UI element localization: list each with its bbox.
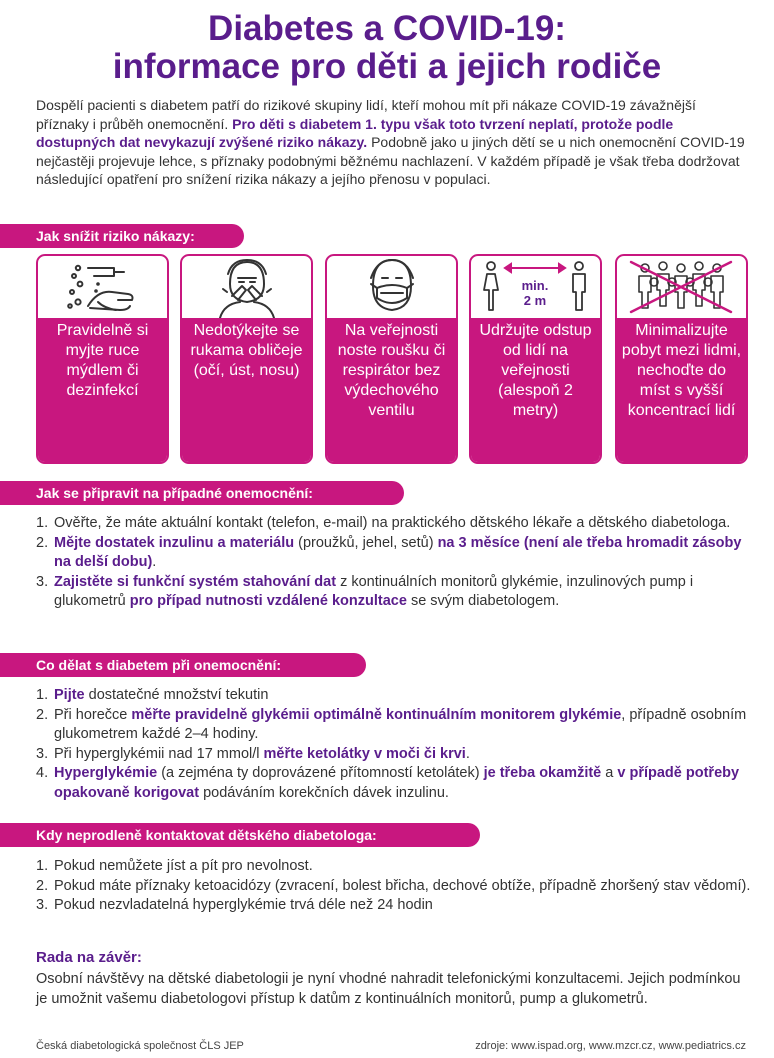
- face-mask-icon: [327, 256, 456, 318]
- card-text-face-mask: Na veřejnosti noste roušku či respirátor bez výdechového ventilu: [327, 318, 456, 462]
- list-item: 2. Při horečce měřte pravidelně glykémii optimálně kontinuálním monitorem glykémie, případně osobním glukometrem každé 2–4 hodiny.: [36, 706, 747, 743]
- list-item: 3. Při hyperglykémii nad 17 mmol/l měřte ketolátky v moči či krvi.: [36, 745, 470, 762]
- face-touch-icon: [182, 256, 311, 318]
- list-item: 2. Pokud máte příznaky ketoacidózy (zvracení, bolest břicha, dechové obtíže, případně zhoršený stav vědomí).: [36, 877, 751, 894]
- during-list: [36, 686, 752, 804]
- card-hand-wash: [36, 254, 169, 464]
- list-item: 1. Pijte dostatečné množství tekutin: [36, 687, 269, 703]
- page-title-line1: Diabetes a COVID-19:: [208, 9, 566, 48]
- final-advice-text: Osobní návštěvy na dětské diabetologii je nyní vhodné nahradit telefonickými konzultacemi. Jejich podmínkou je umožnit vašemu diabetologovi přístup k datům z kontinuálních monitorů, pump a glukometrů.: [36, 971, 741, 1007]
- section-bar-during: Co dělat s diabetem při onemocnění:: [0, 653, 366, 677]
- distance-label-min: min.: [521, 278, 549, 293]
- card-text-distance: Udržujte odstup od lidí na veřejnosti (alespoň 2 metry): [471, 318, 600, 462]
- card-text-hand-wash: Pravidelně si myjte ruce mýdlem či dezinfekcí: [38, 318, 167, 462]
- prevention-cards: [36, 254, 748, 464]
- card-face-touch: [180, 254, 313, 464]
- list-item: 4. Hyperglykémie (a zejména ty doprovázené přítomností ketolátek) je třeba okamžitě a v případě potřeby opakovaně korigovat podáváním korekčních dávek inzulinu.: [36, 765, 740, 801]
- distance-label-2m: 2 m: [523, 293, 547, 308]
- intro-text-1: Dospělí pacienti s diabetem patří do rizikové skupiny lidí, kteří mohou mít při nákaze COVID-19 závažnější příznaky i průběh onemocnění.: [36, 97, 696, 132]
- card-text-no-crowd: Minimalizujte pobyt mezi lidmi, nechoďte do míst s vyšší koncentrací lidí: [617, 318, 746, 462]
- footer-organization: Česká diabetologická společnost ČLS JEP: [36, 1040, 244, 1052]
- section-bar-prepare: Jak se připravit na případné onemocnění:: [0, 481, 404, 505]
- list-item: 3. Zajistěte si funkční systém stahování dat z kontinuálních monitorů glykémie, inzulinových pump i glukometrů pro případ nutnosti vzdálené konzultace se svým diabetologem.: [36, 573, 694, 610]
- card-face-mask: [325, 254, 458, 464]
- card-no-crowd: [615, 254, 748, 464]
- final-advice-title: Rada na závěr:: [36, 949, 142, 966]
- page-title-line2: informace pro děti a jejich rodiče: [112, 47, 662, 86]
- distance-icon: [471, 256, 600, 318]
- section-bar-contact: Kdy neprodleně kontaktovat dětského diabetologa:: [0, 823, 480, 847]
- contact-list: [36, 857, 752, 916]
- prepare-list: [36, 514, 752, 612]
- card-distance: [469, 254, 602, 464]
- no-crowd-icon: [617, 256, 746, 318]
- intro-text-2: Podobně jako u jiných dětí se u nich onemocnění COVID-19 nejčastěji projevuje lehce, s příznaky podobnými běžnému nachlazení. V každém případě je však třeba dodržovat následující opatření pro snížení rizika nákazy a jejího přenosu v populaci.: [36, 134, 745, 188]
- hand-wash-icon: [38, 256, 167, 318]
- list-item: 3. Pokud nezvladatelná hyperglykémie trvá déle než 24 hodin: [36, 897, 433, 914]
- list-item: 1. Pokud nemůžete jíst a pít pro nevolnost.: [36, 858, 313, 874]
- card-text-face-touch: Nedotýkejte se rukama obličeje (očí, úst, nosu): [182, 318, 311, 462]
- footer-sources: zdroje: www.ispad.org, www.mzcr.cz, www.pediatrics.cz: [475, 1040, 746, 1052]
- section-bar-risk: Jak snížit riziko nákazy:: [0, 224, 244, 248]
- list-item: 1. Ověřte, že máte aktuální kontakt (telefon, e-mail) na praktického dětského lékaře a dětského diabetologa.: [36, 515, 731, 531]
- list-item: 2. Mějte dostatek inzulinu a materiálu (proužků, jehel, setů) na 3 měsíce (není ale třeba hromadit zásoby na delší dobu).: [36, 534, 742, 571]
- intro-paragraph: [36, 96, 748, 189]
- intro-text-bold: Pro děti s diabetem 1. typu však toto tvrzení neplatí, protože podle dostupných dat nevykazují zvýšené riziko nákazy.: [36, 115, 674, 151]
